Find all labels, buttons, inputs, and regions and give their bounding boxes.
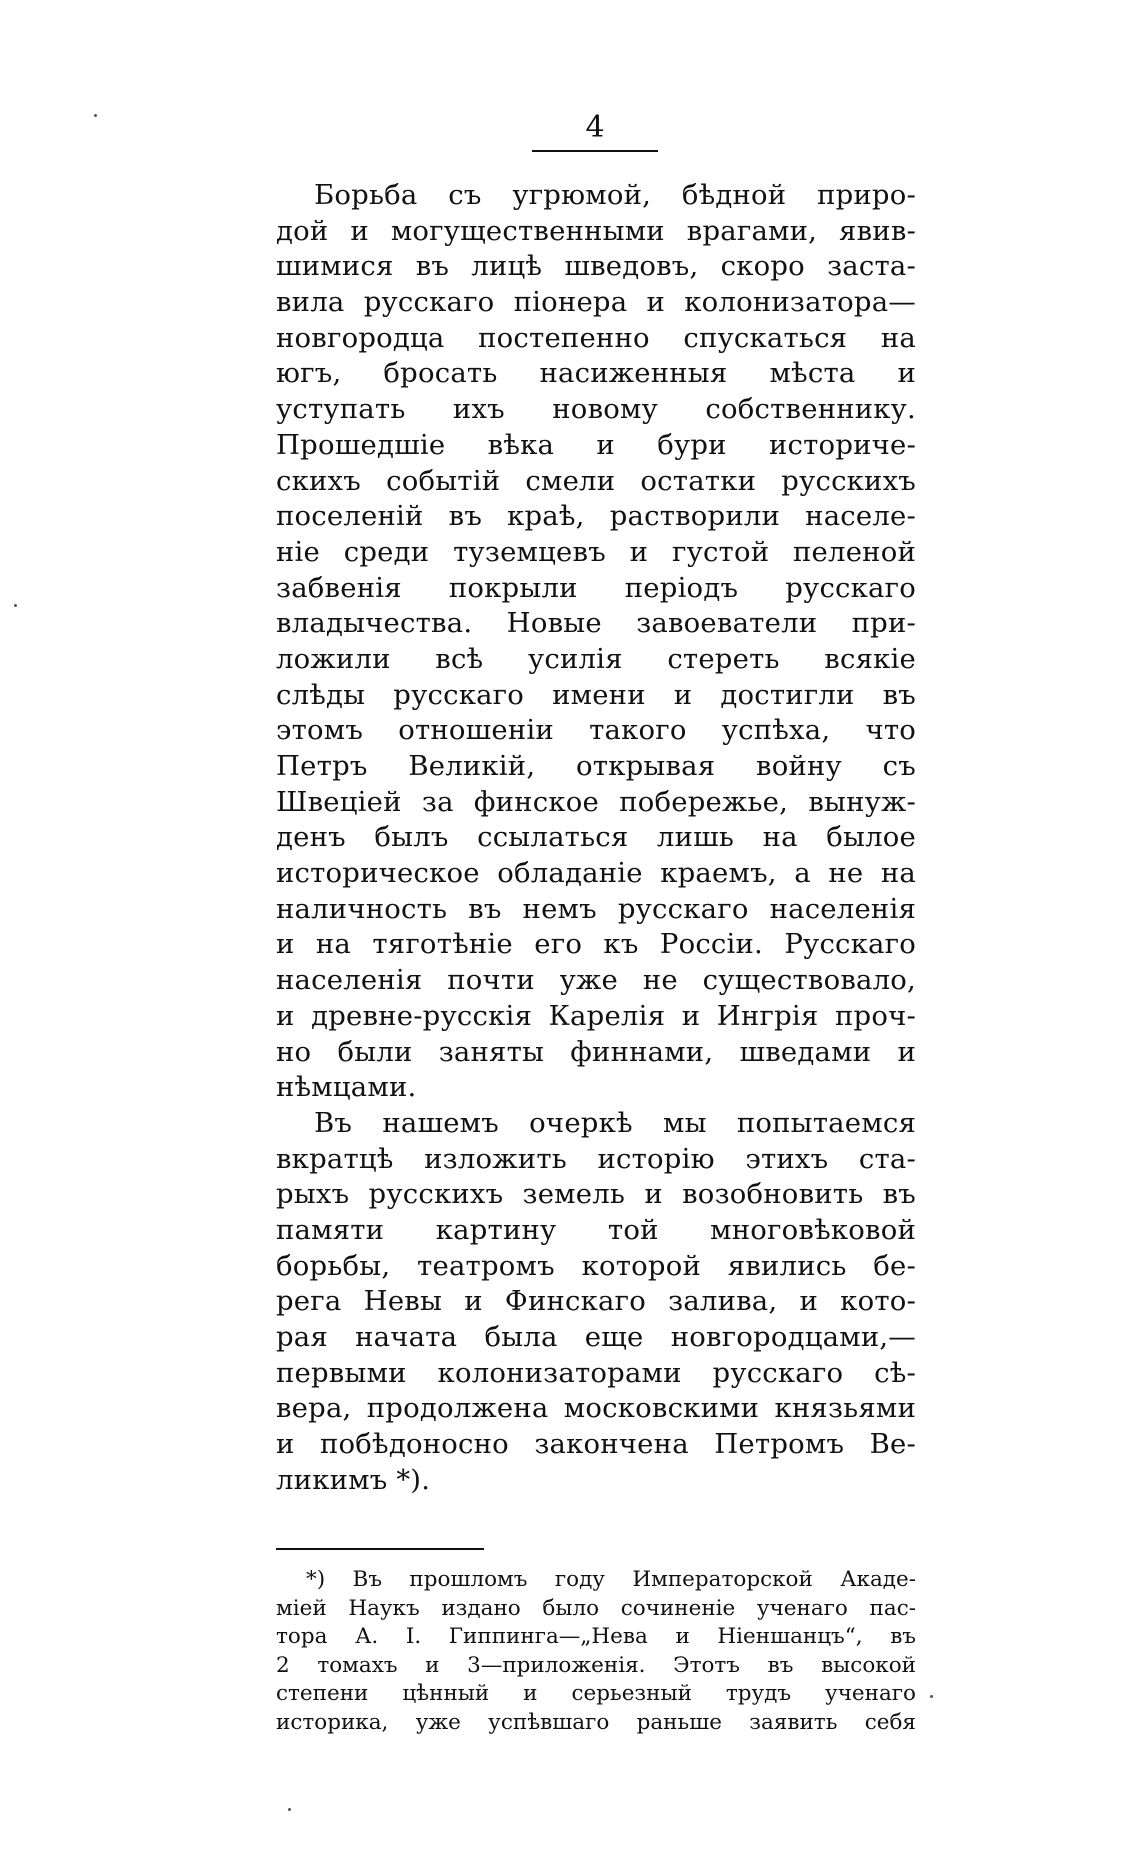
text-line: вера, продолжена московскими князьями bbox=[276, 1392, 916, 1425]
text-line: рега Невы и Финскаго залива, и кото- bbox=[276, 1285, 916, 1318]
text-line: югъ, бросать насиженныя мѣста и bbox=[276, 357, 916, 390]
footnote bbox=[276, 1566, 916, 1738]
footnote-line: 2 томахъ и 3—приложенія. Этотъ въ высокой bbox=[276, 1652, 916, 1678]
text-line: забвенія покрыли періодъ русскаго bbox=[276, 571, 916, 604]
text-line: дой и могущественными врагами, явив- bbox=[276, 214, 916, 247]
text-line: Прошедшіе вѣка и бури историче- bbox=[276, 428, 916, 461]
text-line: ложили всѣ усилія стереть всякіе bbox=[276, 642, 916, 675]
text-line: населенія почти уже не существовало, bbox=[276, 964, 916, 997]
text-line: поселеній въ краѣ, растворили населе- bbox=[276, 500, 916, 533]
text-line: наличность въ немъ русскаго населенія bbox=[276, 892, 916, 925]
footnote-line: міей Наукъ издано было сочиненіе ученаго пас- bbox=[276, 1595, 916, 1621]
text-line: шимися въ лицѣ шведовъ, скоро заста- bbox=[276, 250, 916, 283]
text-line: борьбы, театромъ которой явились бе- bbox=[276, 1249, 916, 1282]
text-line: и древне-русскія Карелія и Ингрія проч- bbox=[276, 999, 916, 1032]
paper-speck bbox=[288, 1808, 291, 1811]
text-line: ликимъ *). bbox=[276, 1463, 431, 1496]
text-line: этомъ отношеніи такого успѣха, что bbox=[276, 714, 916, 747]
text-line: Швеціей за финское побережье, вынуж- bbox=[276, 785, 916, 818]
text-line: первыми колонизаторами русскаго сѣ- bbox=[276, 1356, 916, 1389]
text-line: Въ нашемъ очеркѣ мы попытаемся bbox=[314, 1106, 916, 1139]
text-line: рая начата была еще новгородцами,— bbox=[276, 1321, 916, 1353]
paper-speck bbox=[930, 1695, 933, 1698]
text-line: слѣды русскаго имени и достигли въ bbox=[276, 678, 916, 711]
text-line: владычества. Новые завоеватели при- bbox=[276, 607, 916, 640]
text-line: ніе среди туземцевъ и густой пеленой bbox=[276, 535, 916, 568]
text-line: рыхъ русскихъ земель и возобновить въ bbox=[276, 1178, 916, 1211]
text-line: денъ былъ ссылаться лишь на былое bbox=[276, 821, 916, 854]
footnote-rule bbox=[276, 1548, 484, 1550]
paper-speck bbox=[14, 604, 17, 607]
main-text bbox=[276, 178, 916, 1498]
text-line: новгородца постепенно спускаться на bbox=[276, 321, 916, 354]
text-line: но были заняты финнами, шведами и bbox=[276, 1035, 916, 1068]
footnote-line: *) Въ прошломъ году Императорской Акаде- bbox=[306, 1567, 916, 1592]
text-line: уступать ихъ новому собственнику. bbox=[276, 393, 916, 426]
paper-speck bbox=[94, 114, 97, 117]
text-line: вкратцѣ изложить исторію этихъ ста- bbox=[276, 1142, 916, 1175]
footnote-line: степени цѣнный и серьезный трудъ ученаго bbox=[276, 1681, 916, 1707]
text-line: Петръ Великій, открывая войну съ bbox=[276, 750, 916, 782]
text-line: историческое обладаніе краемъ, а не на bbox=[276, 857, 916, 890]
footnote-line: тора А. І. Гиппинга—„Нева и Ніеншанцъ“, въ bbox=[276, 1624, 916, 1650]
text-line: памяти картину той многовѣковой bbox=[276, 1213, 916, 1246]
text-line: Борьба съ угрюмой, бѣдной приро- bbox=[314, 179, 916, 211]
text-line: и побѣдоносно закончена Петромъ Ве- bbox=[276, 1428, 916, 1461]
text-line: вила русскаго піонера и колонизатора— bbox=[276, 286, 916, 319]
page-number: 4 bbox=[585, 110, 605, 145]
footnote-line: историка, уже успѣвшаго раньше заявить себя bbox=[276, 1709, 916, 1735]
text-line: нѣмцами. bbox=[276, 1071, 417, 1104]
page-number-rule bbox=[532, 150, 658, 152]
text-line: скихъ событій смели остатки русскихъ bbox=[276, 464, 916, 497]
text-line: и на тяготѣніе его къ Россіи. Русскаго bbox=[276, 928, 916, 961]
